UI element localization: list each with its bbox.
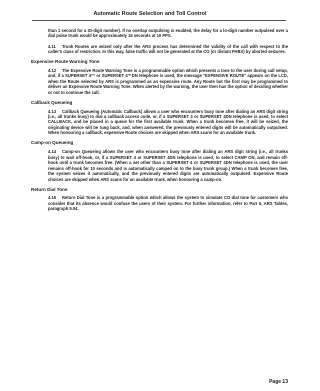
section-heading-expensive-route: Expensive Route Warning Tone [31, 59, 100, 64]
paragraph-4-11 [48, 44, 288, 55]
paragraph-text: Trunk Routes are seized only after the ARS process has determined the validity of the call with respect to the caller's class of restriction. In this way, false traffic will not be generated at the CO (or distant PABX) by aborted seizures. [48, 43, 288, 54]
paragraph-number: 4.12 [48, 67, 57, 73]
paragraph-text: The Expensive Route Warning Tone is a programmable option which presents a tone to the user during call setup, and, if a SUPERSET 4™ or SUPERSET 4™DN telephone is used, the message "EXPENSIVE ROUTE" appears on the LCD, when the Route selected by ARS is programmed as an expensive route. Any Route but the first may be programmed to deliver an Expensive Route Warning Tone. When alerted by the warning, the user then has the option of deciding whether or not to continue the call. [48, 67, 288, 95]
paragraph-4-15 [48, 195, 288, 211]
section-heading-camp-on-queueing: Camp-on Queueing [31, 140, 74, 146]
paragraph-text: Camp-on Queueing allows the user who encounters busy tone after dialing an ARS digit string (i.e., all trunks busy) to wait off-hook, or, if a SUPERSET 4 or SUPERSET 4DN telephone is used, to select CAMP ON, and remain off-hook until a trunk becomes free. (When a set other than a SUPERSET 4 or SUPERSET 4DN telephone is used, the user remains off-hook for 10 seconds and is automatically camped on to the busy trunk group.) When a trunk becomes free, the system seizes it automatically, and the previously entered digits are automatically outpulsed. Expensive Route choices are skipped when ARS scans for an available trunk, when honouring a camp-on. [48, 149, 288, 182]
intro-paragraph: than 1 second for a IO-digit number). If no overlap outpulsing is enabled, the delay for a lo-digit number outpulsed over a dial pulse trunk would be approximately 16 seconds at 10 PPS. [48, 28, 288, 39]
paragraph-number: 4.11 [48, 43, 56, 49]
paragraph-number: 4.14 [48, 149, 57, 155]
section-heading-return-dial-tone: Return Dial Tone [31, 186, 68, 192]
paragraph-number: 4.15 [48, 195, 57, 201]
paragraph-4-13 [48, 109, 288, 136]
paragraph-text: Return Dial Tone is a programmable option which allows the system to simulate CO dial tone for customers who consider that its absence would confuse the users of their system. For further information, refer to Part 5, ARS Tables, paragraph 5.04. [48, 195, 288, 212]
document-body [31, 28, 288, 216]
paragraph-4-12 [48, 68, 288, 95]
paragraph-text: Callback Queueing (Automatic Callback) allows a user who encounters busy tone after dialing an ARS digit string (i.e., all trunks busy) to dial a callback access code, or, if a SUPERSET 4 or SUPERSET 4DN telephone is used, to select CALLBACK, and be placed in a queue for the first available trunk. When a trunk becomes free, it will be seized, the originating device will be rung back, and, when answered, the previously entered digits will be automatically outpulsed. When honouring a callback, expensive Route choices are skipped when ARS scans for an available trunk. [48, 108, 288, 136]
paragraph-number: 4.13 [48, 108, 57, 114]
page-number: Page 13 [269, 379, 288, 385]
section-heading-callback-queueing: Callback Queueing [31, 99, 73, 105]
header-divider [32, 20, 286, 21]
page-header: Automatic Route Selection and Toll Control [93, 11, 207, 17]
paragraph-4-14 [48, 149, 288, 182]
